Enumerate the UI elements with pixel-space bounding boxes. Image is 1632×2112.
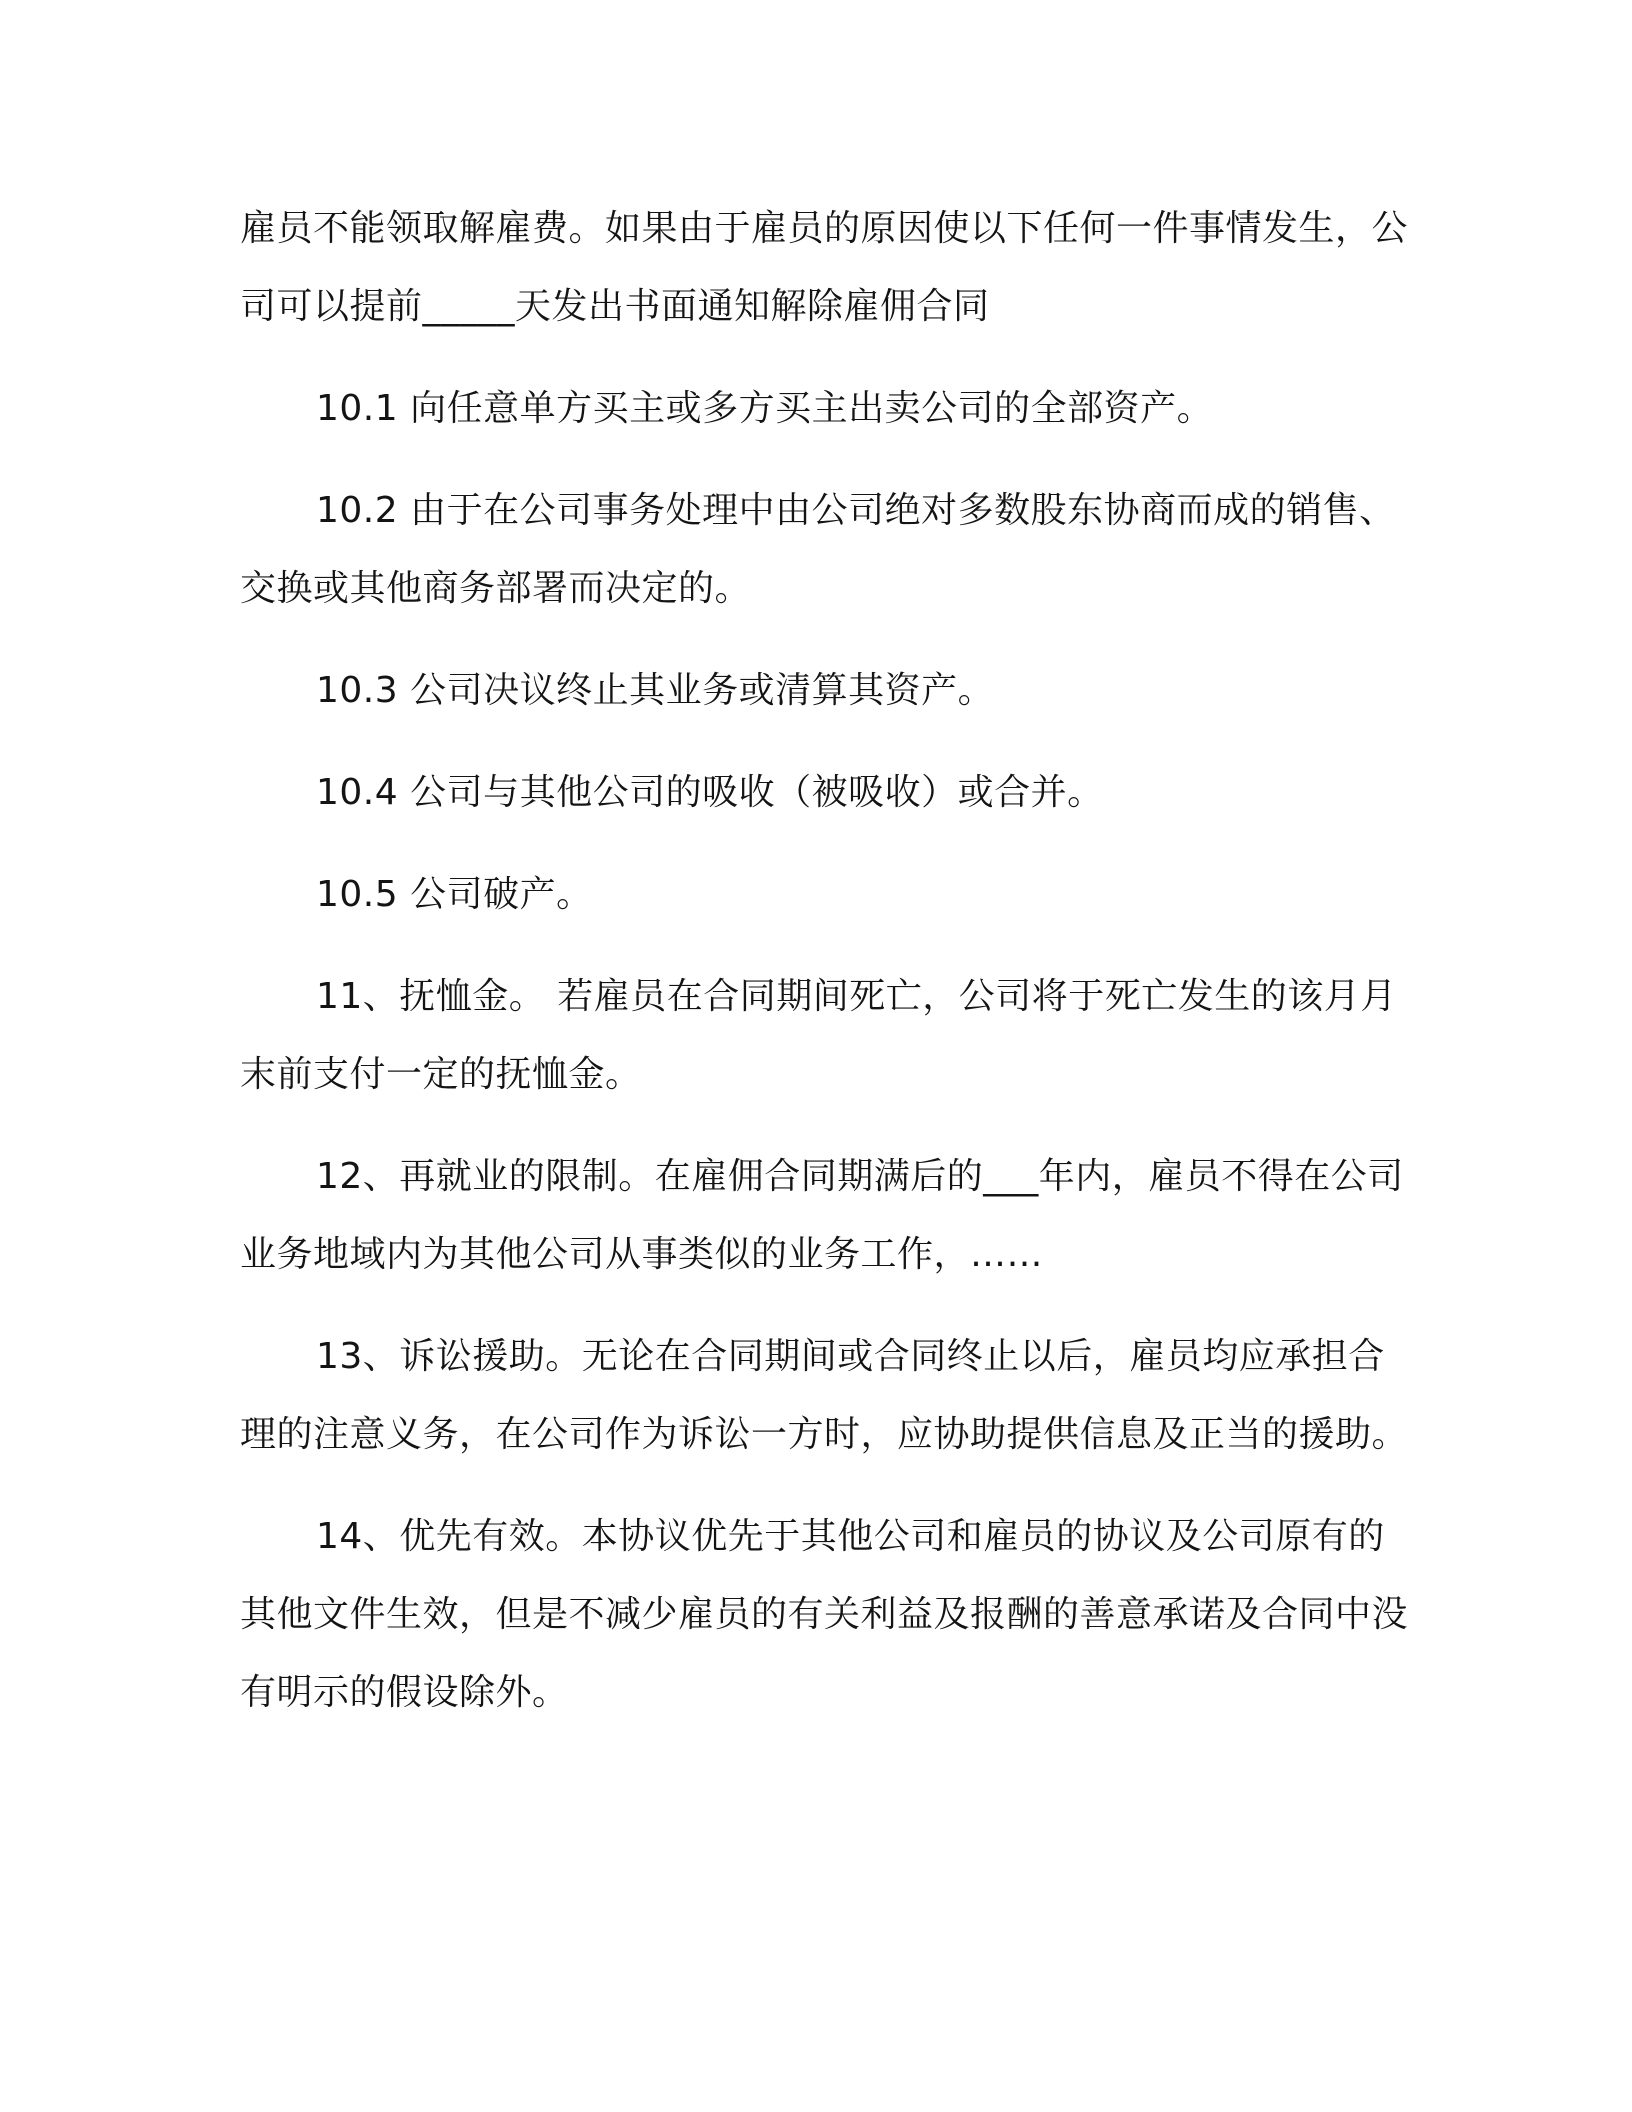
paragraph-10-4: 10.4 公司与其他公司的吸收（被吸收）或合并。 [316,772,1104,813]
paragraph-10-5: 10.5 公司破产。 [316,874,593,915]
paragraph-10-2: 10.2 由于在公司事务处理中由公司绝对多数股东协商而成的销售、交换或其他商务部署而决定的。 [240,490,1396,609]
paragraph-10-3: 10.3 公司决议终止其业务或清算其资产。 [316,670,995,711]
paragraph-10-1: 10.1 向任意单方买主或多方买主出卖公司的全部资产。 [316,388,1214,429]
paragraph-intro: 雇员不能领取解雇费。如果由于雇员的原因使以下任何一件事情发生，公司可以提前_____天发出书面通知解除雇佣合同 [240,208,1409,327]
paragraph-14: 14、优先有效。本协议优先于其他公司和雇员的协议及公司原有的其他文件生效，但是不减少雇员的有关利益及报酬的善意承诺及合同中没有明示的假设除外。 [240,1516,1409,1713]
paragraph-13: 13、诉讼援助。无论在合同期间或合同终止以后，雇员均应承担合理的注意义务，在公司作为诉讼一方时，应协助提供信息及正当的援助。 [240,1336,1409,1455]
document-body [240,190,1410,1756]
paragraph-11: 11、抚恤金。 若雇员在合同期间死亡，公司将于死亡发生的该月月末前支付一定的抚恤金。 [240,976,1397,1095]
paragraph-12: 12、再就业的限制。在雇佣合同期满后的___年内，雇员不得在公司业务地域内为其他公司从事类似的业务工作，…… [240,1156,1404,1275]
